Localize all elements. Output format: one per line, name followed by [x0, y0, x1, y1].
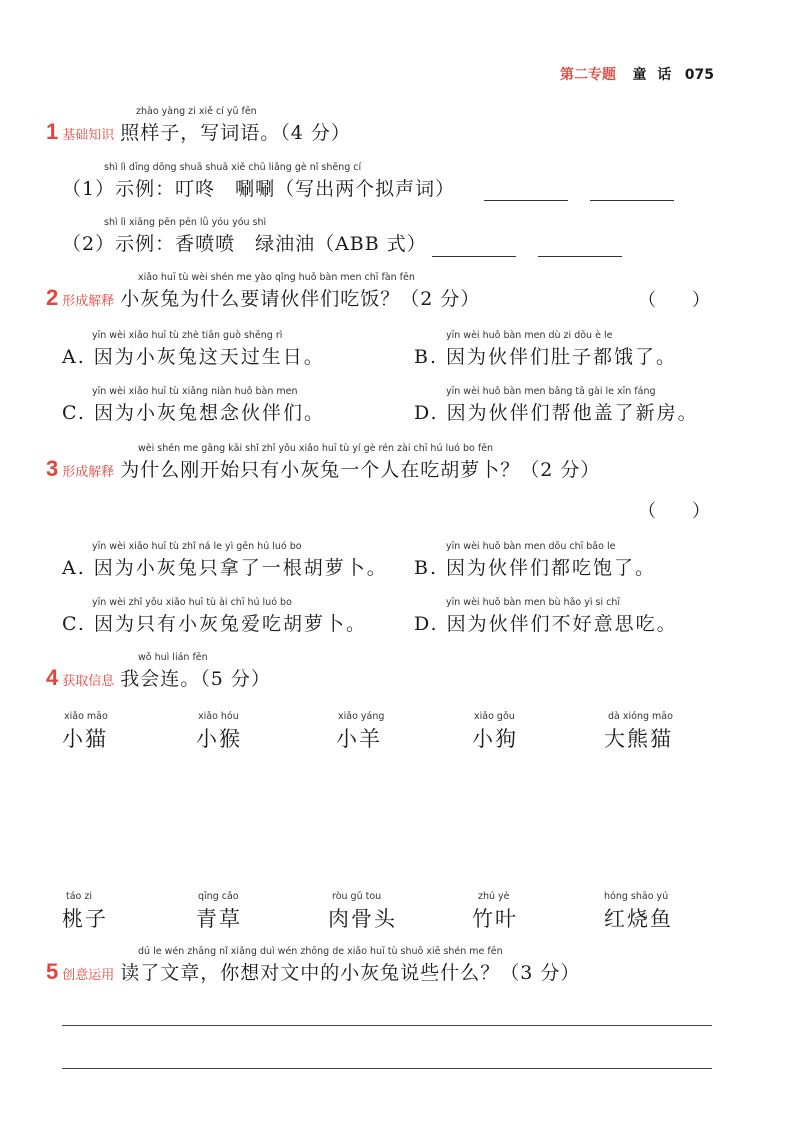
food-word[interactable]: 青草 — [196, 907, 242, 931]
animal-word[interactable]: 小狗 — [472, 727, 518, 751]
q2-c-pinyin: yīn wèi xiǎo huī tù xiǎng niàn huǒ bàn men — [92, 386, 298, 397]
animal-word[interactable]: 小猴 — [196, 727, 242, 751]
animal-pinyin: xiǎo gǒu — [474, 711, 515, 722]
q3-title — [46, 455, 600, 482]
q3-text: 为什么刚开始只有小灰兔一个人在吃胡萝卜？（2 分） — [120, 459, 601, 481]
q3-c-pinyin: yīn wèi zhǐ yǒu xiǎo huī tù ài chī hú luó bo — [92, 597, 292, 608]
q3-option-a[interactable]: A. 因为小灰兔只拿了一根胡萝卜。 — [62, 557, 388, 579]
q1-s2-blank-1[interactable] — [432, 256, 516, 257]
animal-pinyin: xiǎo yáng — [338, 711, 385, 722]
animal-pinyin: dà xióng māo — [608, 711, 673, 722]
q4-number: 4 — [46, 665, 59, 690]
q3-d-pinyin: yīn wèi huǒ bàn men bù hǎo yì si chī — [446, 597, 621, 608]
q4-tag: 获取信息 — [62, 674, 115, 689]
q1-text: 照样子，写词语。（4 分） — [120, 122, 351, 144]
q2-d-pinyin: yīn wèi huǒ bàn men bāng tā gài le xīn fáng — [446, 386, 656, 397]
q3-option-d[interactable]: D. 因为伙伴们不好意思吃。 — [414, 613, 678, 635]
food-pinyin: hóng shāo yú — [604, 891, 669, 902]
food-pinyin: ròu gǔ tou — [332, 891, 382, 902]
q2-tag: 形成解释 — [62, 294, 115, 309]
food-word[interactable]: 桃子 — [62, 907, 108, 931]
q1-s1-blank-1[interactable] — [484, 200, 568, 201]
food-pinyin: zhú yè — [478, 891, 510, 902]
q3-b-pinyin: yīn wèi huǒ bàn men dōu chī bǎo le — [446, 541, 616, 552]
section-label: 第二专题 — [559, 67, 616, 83]
food-pinyin: qīng cǎo — [198, 891, 239, 902]
q1-s2-text: （2）示例：香喷喷 绿油油（ABB 式） — [62, 233, 427, 255]
animal-pinyin: xiǎo māo — [64, 711, 108, 722]
food-word[interactable]: 竹叶 — [472, 907, 518, 931]
food-word[interactable]: 肉骨头 — [328, 907, 397, 931]
q2-pinyin: xiǎo huī tù wèi shén me yào qǐng huǒ bàn men chī fàn fēn — [138, 272, 415, 283]
q2-a-pinyin: yīn wèi xiǎo huī tù zhè tiān guò shēng rì — [92, 330, 283, 341]
q2-number: 2 — [46, 285, 59, 310]
q5-tag: 创意运用 — [62, 968, 115, 983]
q1-s2-blank-2[interactable] — [538, 256, 622, 257]
q2-text: 小灰兔为什么要请伙伴们吃饭？（2 分） — [120, 288, 481, 310]
q2-option-d[interactable]: D. 因为伙伴们帮他盖了新房。 — [414, 402, 699, 424]
q1-tag: 基础知识 — [62, 128, 115, 143]
q1-title — [46, 118, 351, 145]
q3-pinyin: wèi shén me gāng kāi shǐ zhǐ yǒu xiǎo huī tù yí gè rén zài chī hú luó bo fēn — [138, 443, 494, 454]
q3-a-pinyin: yīn wèi xiǎo huī tù zhǐ ná le yì gēn hú luó bo — [92, 541, 302, 552]
animal-word[interactable]: 小猫 — [62, 727, 108, 751]
q1-s2-pinyin: shì lì xiāng pēn pēn lǜ yóu yóu shì — [104, 217, 267, 228]
q2-option-c[interactable]: C. 因为小灰兔想念伙伴们。 — [62, 402, 325, 424]
page-number: 075 — [684, 67, 714, 83]
animal-word[interactable]: 大熊猫 — [604, 727, 673, 751]
q5-answer-line-2[interactable] — [62, 1068, 712, 1069]
q2-option-b[interactable]: B. 因为伙伴们肚子都饿了。 — [414, 346, 678, 368]
q1-pinyin: zhào yàng zi xiě cí yǔ fēn — [136, 106, 257, 117]
q2-option-a[interactable]: A. 因为小灰兔这天过生日。 — [62, 346, 325, 368]
q4-pinyin: wǒ huì lián fēn — [138, 652, 208, 663]
q1-s1-pinyin: shì lì dīng dōng shuā shuā xiě chū liǎng gè nǐ shēng cí — [104, 162, 362, 173]
q3-answer-box[interactable]: （ ） — [638, 501, 710, 522]
animal-pinyin: xiǎo hóu — [198, 711, 239, 722]
q2-title — [46, 284, 480, 311]
food-word[interactable]: 红烧鱼 — [604, 907, 673, 931]
chapter-label: 童 话 — [632, 67, 675, 83]
q2-answer-box[interactable]: （ ） — [638, 290, 710, 311]
q5-text: 读了文章，你想对文中的小灰兔说些什么？（3 分） — [120, 962, 581, 984]
q2-b-pinyin: yīn wèi huǒ bàn men dù zi dōu è le — [446, 330, 613, 341]
q1-s1-blank-2[interactable] — [590, 200, 674, 201]
animal-word[interactable]: 小羊 — [336, 727, 382, 751]
q3-option-b[interactable]: B. 因为伙伴们都吃饱了。 — [414, 557, 657, 579]
q5-pinyin: dú le wén zhāng nǐ xiǎng duì wén zhōng de xiǎo huī tù shuō xiē shén me fēn — [138, 946, 503, 957]
q5-answer-line-1[interactable] — [62, 1025, 712, 1026]
q5-title — [46, 958, 580, 985]
q1-number: 1 — [46, 119, 59, 144]
q5-number: 5 — [46, 959, 59, 984]
food-pinyin: táo zi — [66, 891, 93, 902]
q3-tag: 形成解释 — [62, 465, 115, 480]
q1-s1-text: （1）示例：叮咚 唰唰（写出两个拟声词） — [62, 178, 456, 200]
q3-number: 3 — [46, 456, 59, 481]
q3-option-c[interactable]: C. 因为只有小灰兔爱吃胡萝卜。 — [62, 613, 367, 635]
q4-text: 我会连。（5 分） — [120, 668, 271, 690]
q4-title — [46, 664, 271, 691]
page-header — [560, 64, 714, 84]
